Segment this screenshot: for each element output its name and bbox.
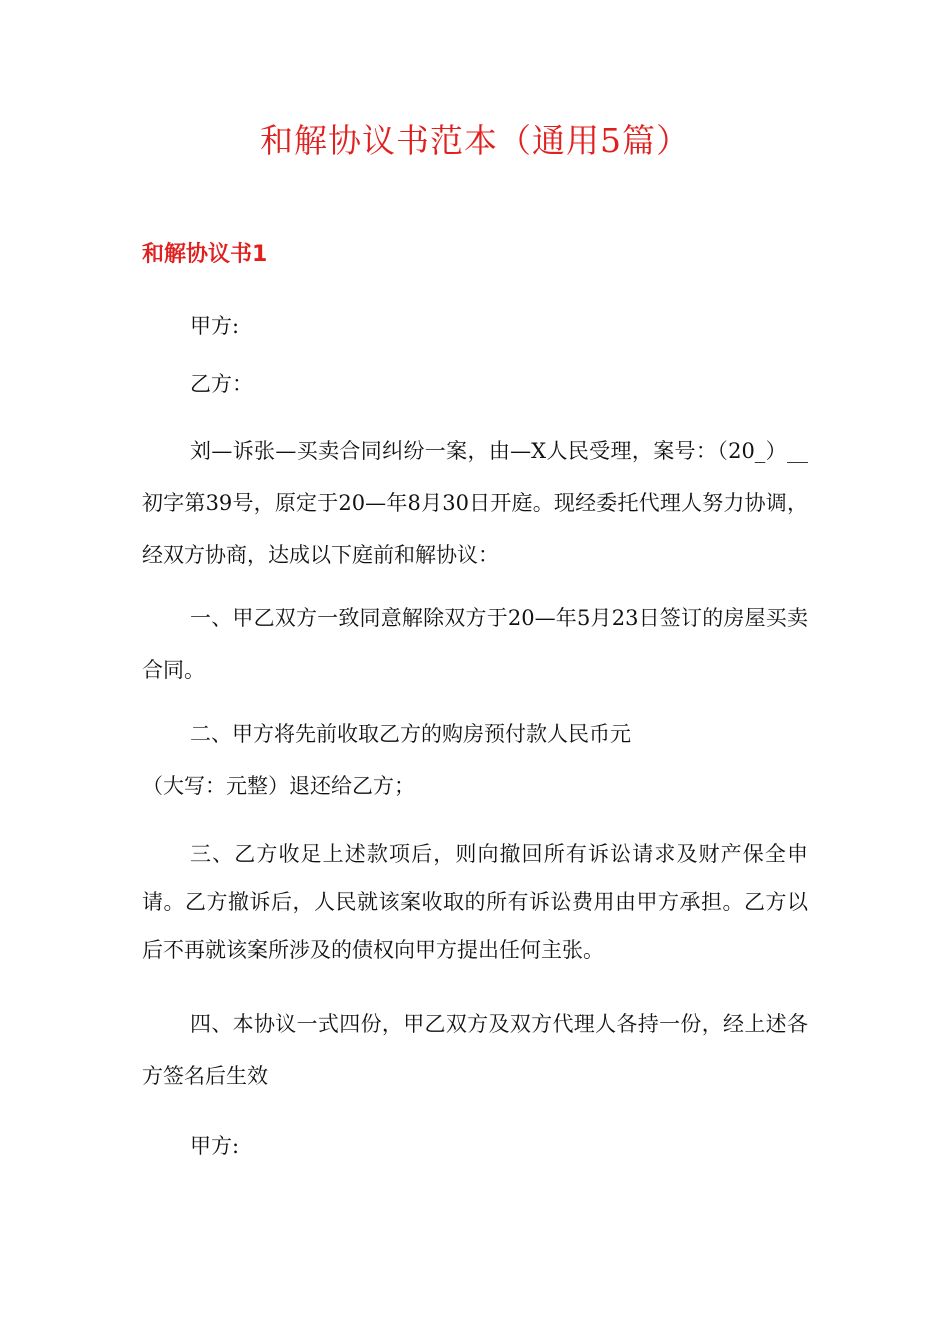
clause-3-paragraph: 三、乙方收足上述款项后，则向撤回所有诉讼请求及财产保全申请。乙方撤诉后，人民就该案收取的所有诉讼费用由甲方承担。乙方以后不再就该案所涉及的债权向甲方提出任何主张。	[142, 842, 808, 962]
intro-paragraph: 刘—诉张—买卖合同纠纷一案，由—X人民受理，案号：（20_）__初字第39号，原定于20—年8月30日开庭。现经委托代理人努力协调，经双方协商，达成以下庭前和解协议：	[142, 439, 808, 567]
party-b-label: 乙方：	[190, 372, 253, 396]
clause-2-line-2: （大写：元整）退还给乙方；	[142, 774, 415, 798]
clause-1-paragraph: 一、甲乙双方一致同意解除双方于20—年5月23日签订的房屋买卖合同。	[142, 606, 808, 682]
signature-party-a-label: 甲方:	[190, 1134, 240, 1158]
clause-4-paragraph: 四、本协议一式四份，甲乙双方及双方代理人各持一份，经上述各方签名后生效	[142, 1012, 808, 1088]
section-heading: 和解协议书1	[142, 242, 268, 267]
party-a-label: 甲方:	[190, 314, 240, 338]
clause-2-line-1: 二、甲方将先前收取乙方的购房预付款人民币元	[190, 722, 631, 746]
document-title: 和解协议书范本（通用5篇）	[260, 121, 690, 160]
